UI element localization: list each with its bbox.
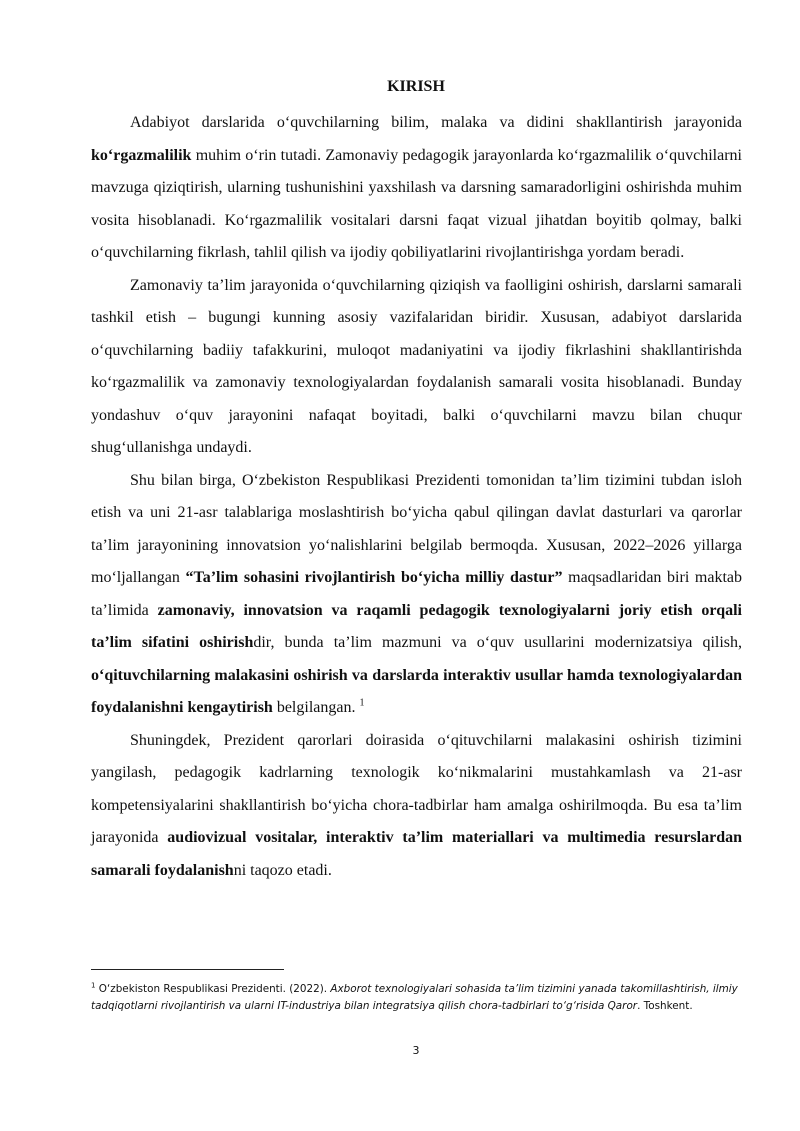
footnote (91, 981, 742, 1014)
text-run: Adabiyot darslarida o‘quvchilarning bilim, malaka va didini shakllantirish jarayonida (130, 114, 742, 131)
footnote-separator (91, 969, 284, 970)
text-run: Shuningdek, Prezident qarorlari doirasida o‘qituvchilarni malakasini oshirish tizimini yangilash, pedagogik kadrlarning texnologik ko‘nikmalarini mustahkamlash va 21-asr kompetensiyalarini shakllantirish bo‘yicha chora-tadbirlar ham amalga oshirilmoqda. Bu esa ta’lim jarayonida (91, 731, 742, 846)
text-run: maqsadlaridan biri maktab ta’limida (91, 569, 743, 619)
footnote-number: 1 (91, 981, 96, 990)
text-run: belgilangan. (272, 699, 360, 716)
text-run: Shu bilan birga, O‘zbekiston Respublikasi Prezidenti tomonidan ta’lim tizimini tubdan isloh etish va uni 21-asr talablariga moslashtirish bo‘yicha qabul qilingan davlat dasturlari va qarorlar ta’lim jarayonining innovatsion yo‘nalishlarini belgilab bermoqda. Xususan, 2022–2026 yillarga mo‘ljallangan (91, 471, 742, 586)
section-heading: KIRISH (387, 78, 445, 95)
paragraph-4 (91, 725, 742, 888)
paragraph-3 (91, 465, 742, 725)
footnote-author: O‘zbekiston Respublikasi Prezidenti. (2022). (95, 983, 331, 995)
footnote-reference[interactable]: 1 (359, 697, 365, 709)
bold-phrase: zamonaviy, innovatsion va raqamli pedagogik texnologiyalarni joriy etish orqali ta’lim sifatini oshirish (91, 601, 742, 651)
footnote-title: Axborot texnologiyalari sohasida ta’lim tizimini yanada takomillashtirish, ilmiy tadqiqotlarni rivojlantirish va ularni IT-industriya bilan integratsiya qilish chora-tadbirlari to‘g‘risida Qaror (91, 983, 738, 1012)
bold-phrase: audiovizual vositalar, interaktiv ta’lim materiallari va multimedia resurslardan samarali foydalanish (91, 829, 742, 879)
bold-term: ko‘rgazmalilik (91, 146, 192, 164)
body-text (91, 107, 742, 887)
paragraph-2 (91, 270, 742, 465)
text-run: dir, bunda ta’lim mazmuni va o‘quv usullarini modernizatsiya qilish, (253, 634, 743, 651)
paragraph-1 (91, 107, 742, 270)
bold-phrase: o‘qituvchilarning malakasini oshirish va darslarda interaktiv usullar hamda texnologiyalardan foydalanishni kengaytirish (91, 666, 742, 716)
text-run: ni taqozo etadi. (233, 861, 332, 879)
footnote-tail: . Toshkent. (637, 999, 693, 1012)
bold-program-title: “Ta’lim sohasini rivojlantirish bo‘yicha milliy dastur” (185, 569, 563, 586)
text-run: Zamonaviy ta’lim jarayonida o‘quvchilarning qiziqish va faolligini oshirish, darslarni samarali tashkil etish – bugungi kunning asosiy vazifalaridan biridir. Xususan, adabiyot darslarida o‘quvchilarning badiiy tafakkurini, muloqot madaniyatini va ijodiy fikrlashini shakllantirishda ko‘rgazmalilik va zamonaviy texnologiyalardan foydalanish samarali vosita hisoblanadi. Bunday yondashuv o‘quv jarayonini nafaqat boyitadi, balki o‘quvchilarni mavzu bilan chuqur shug‘ullanishga undaydi. (91, 276, 742, 456)
page-number: 3 (412, 1044, 420, 1057)
text-run: muhim o‘rin tutadi. Zamonaviy pedagogik jarayonlarda ko‘rgazmalilik o‘quvchilarni mavzuga qiziqtirish, ularning tushunishini yaxshilash va darsning samaradorligini oshirishda muhim vosita hisoblanadi. Ko‘rgazmalilik vositalari darsni faqat vizual jihatdan boyitib qolmay, balki o‘quvchilarning fikrlash, tahlil qilish va ijodiy qobiliyatlarini rivojlantirishga yordam beradi. (91, 146, 742, 261)
